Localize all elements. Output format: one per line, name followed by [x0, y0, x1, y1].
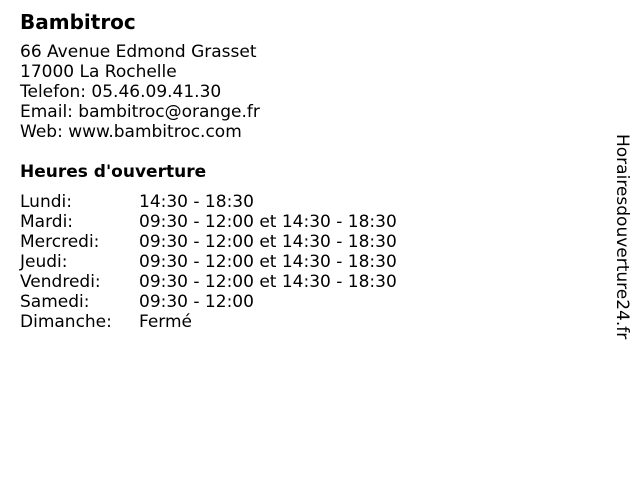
- hours-row-lundi: [20, 192, 600, 212]
- email-line: Email: bambitroc@orange.fr: [20, 102, 260, 122]
- hours-time: 09:30 - 12:00 et 14:30 - 18:30: [139, 232, 397, 252]
- hours-day: Jeudi:: [20, 252, 68, 272]
- hours-day: Mercredi:: [20, 232, 100, 252]
- business-name: Bambitroc: [20, 10, 136, 34]
- opening-hours-table: [20, 192, 600, 332]
- hours-day: Mardi:: [20, 212, 74, 232]
- hours-row-mercredi: [20, 232, 600, 252]
- address-street: 66 Avenue Edmond Grasset: [20, 42, 257, 62]
- business-card: [20, 10, 600, 332]
- hours-day: Dimanche:: [20, 312, 112, 332]
- hours-time: Fermé: [139, 312, 193, 332]
- web-line: Web: www.bambitroc.com: [20, 122, 242, 142]
- address-city: 17000 La Rochelle: [20, 62, 177, 82]
- hours-row-samedi: [20, 292, 600, 312]
- hours-time: 09:30 - 12:00 et 14:30 - 18:30: [139, 252, 397, 272]
- hours-day: Lundi:: [20, 192, 72, 212]
- contact-block: [20, 42, 600, 142]
- hours-day: Samedi:: [20, 292, 90, 312]
- opening-hours-heading: Heures d'ouverture: [20, 162, 207, 182]
- hours-row-mardi: [20, 212, 600, 232]
- hours-time: 09:30 - 12:00: [139, 292, 254, 312]
- hours-row-dimanche: [20, 312, 600, 332]
- site-watermark: Horairesdouverture24.fr: [612, 134, 632, 340]
- hours-row-jeudi: [20, 252, 600, 272]
- hours-day: Vendredi:: [20, 272, 101, 292]
- hours-row-vendredi: [20, 272, 600, 292]
- phone-line: Telefon: 05.46.09.41.30: [20, 82, 222, 102]
- hours-time: 09:30 - 12:00 et 14:30 - 18:30: [139, 212, 397, 232]
- hours-time: 14:30 - 18:30: [139, 192, 254, 212]
- hours-time: 09:30 - 12:00 et 14:30 - 18:30: [139, 272, 397, 292]
